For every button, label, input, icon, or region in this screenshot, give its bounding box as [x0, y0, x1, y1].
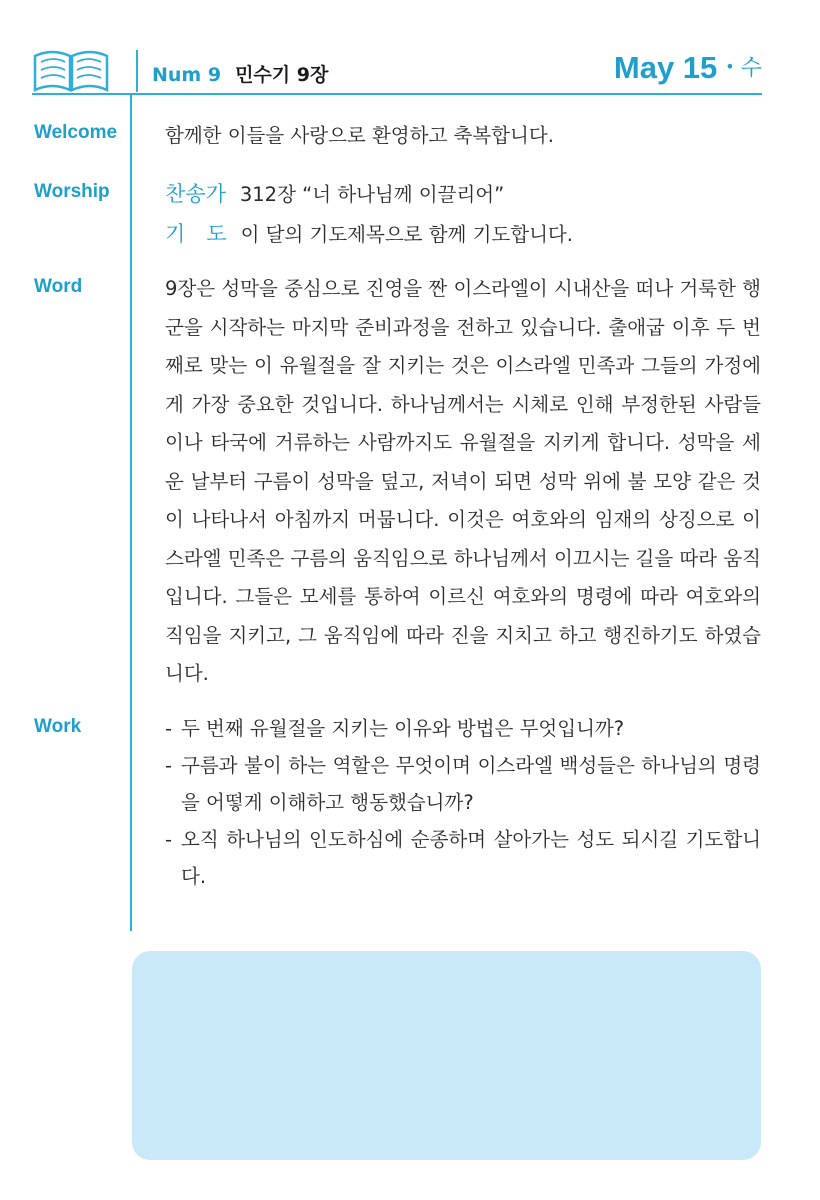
- word-text: 9장은 성막을 중심으로 진영을 짠 이스라엘이 시내산을 떠나 거룩한 행군을 시작하는 마지막 준비과정을 전하고 있습니다. 출애굽 이후 두 번째로 맞는 이 유월절을 잘 지키는 것은 이스라엘 민족과 그들의 가정에게 가장 중요한 것입니다. 하나님께서는 시체로 인해 부정한된 사람들이나 타국에 거류하는 사람까지도 유월절을 지키게 합니다. 성막을 세운 날부터 구름이 성막을 덮고, 저녁이 되면 성막 위에 불 모양 같은 것이 나타나서 아침까지 머뭅니다. 이것은 여호와의 임재의 상징으로 이스라엘 민족은 구름의 움직임으로 하나님께서 이끄시는 길을 따라 움직입니다. 그들은 모세를 통하여 이르신 여호와의 명령에 따라 여호와의 직임을 지키고, 그 움직임에 따라 진을 지치고 하고 행진하기도 하였습니다.: [165, 277, 761, 685]
- hymn-key: 찬송가: [165, 182, 226, 206]
- work-item-text: 두 번째 유월절을 지키는 이유와 방법은 무엇입니까?: [181, 717, 625, 740]
- weekday: 수: [740, 56, 762, 81]
- date: May 15: [613, 50, 718, 85]
- page-header: [32, 44, 762, 94]
- work-item-text: 구름과 불이 하는 역할은 무엇이며 이스라엘 백성들은 하나님의 명령을 어떻게 이해하고 행동했습니까?: [181, 754, 761, 814]
- open-book-icon: [32, 46, 110, 92]
- book-title: 민수기 9장: [235, 64, 329, 86]
- date-separator: •: [725, 57, 735, 76]
- list-item: - 오직 하나님의 인도하심에 순종하며 살아가는 성도 되시길 기도합니다.: [165, 828, 761, 888]
- label-column-rule: [130, 93, 132, 931]
- welcome-text: 함께한 이들을 사랑으로 환영하고 축복합니다.: [165, 124, 554, 147]
- list-item: - 구름과 불이 하는 역할은 무엇이며 이스라엘 백성들은 하나님의 명령을 어떻게 이해하고 행동했습니까?: [165, 754, 761, 814]
- note-box[interactable]: [132, 951, 761, 1160]
- worship-label: Worship: [34, 181, 110, 202]
- header-rule: [32, 93, 762, 95]
- prayer-line: [165, 218, 573, 248]
- work-label: Work: [34, 716, 82, 737]
- date-display: [614, 50, 762, 86]
- hymn-line: [165, 178, 504, 208]
- header-divider: [136, 50, 138, 92]
- word-label: Word: [34, 276, 83, 297]
- work-item-text: 오직 하나님의 인도하심에 순종하며 살아가는 성도 되시길 기도합니다.: [181, 828, 761, 888]
- chapter-reference: [152, 60, 328, 87]
- welcome-label: Welcome: [34, 122, 118, 143]
- prayer-text: 이 달의 기도제목으로 함께 기도합니다.: [240, 223, 573, 246]
- work-questions: [165, 710, 761, 895]
- list-item: - 두 번째 유월절을 지키는 이유와 방법은 무엇입니까?: [165, 717, 625, 740]
- book-number: Num 9: [152, 64, 222, 86]
- hymn-text: 312장 “너 하나님께 이끌리어”: [239, 183, 505, 206]
- prayer-key: 기 도: [165, 222, 227, 246]
